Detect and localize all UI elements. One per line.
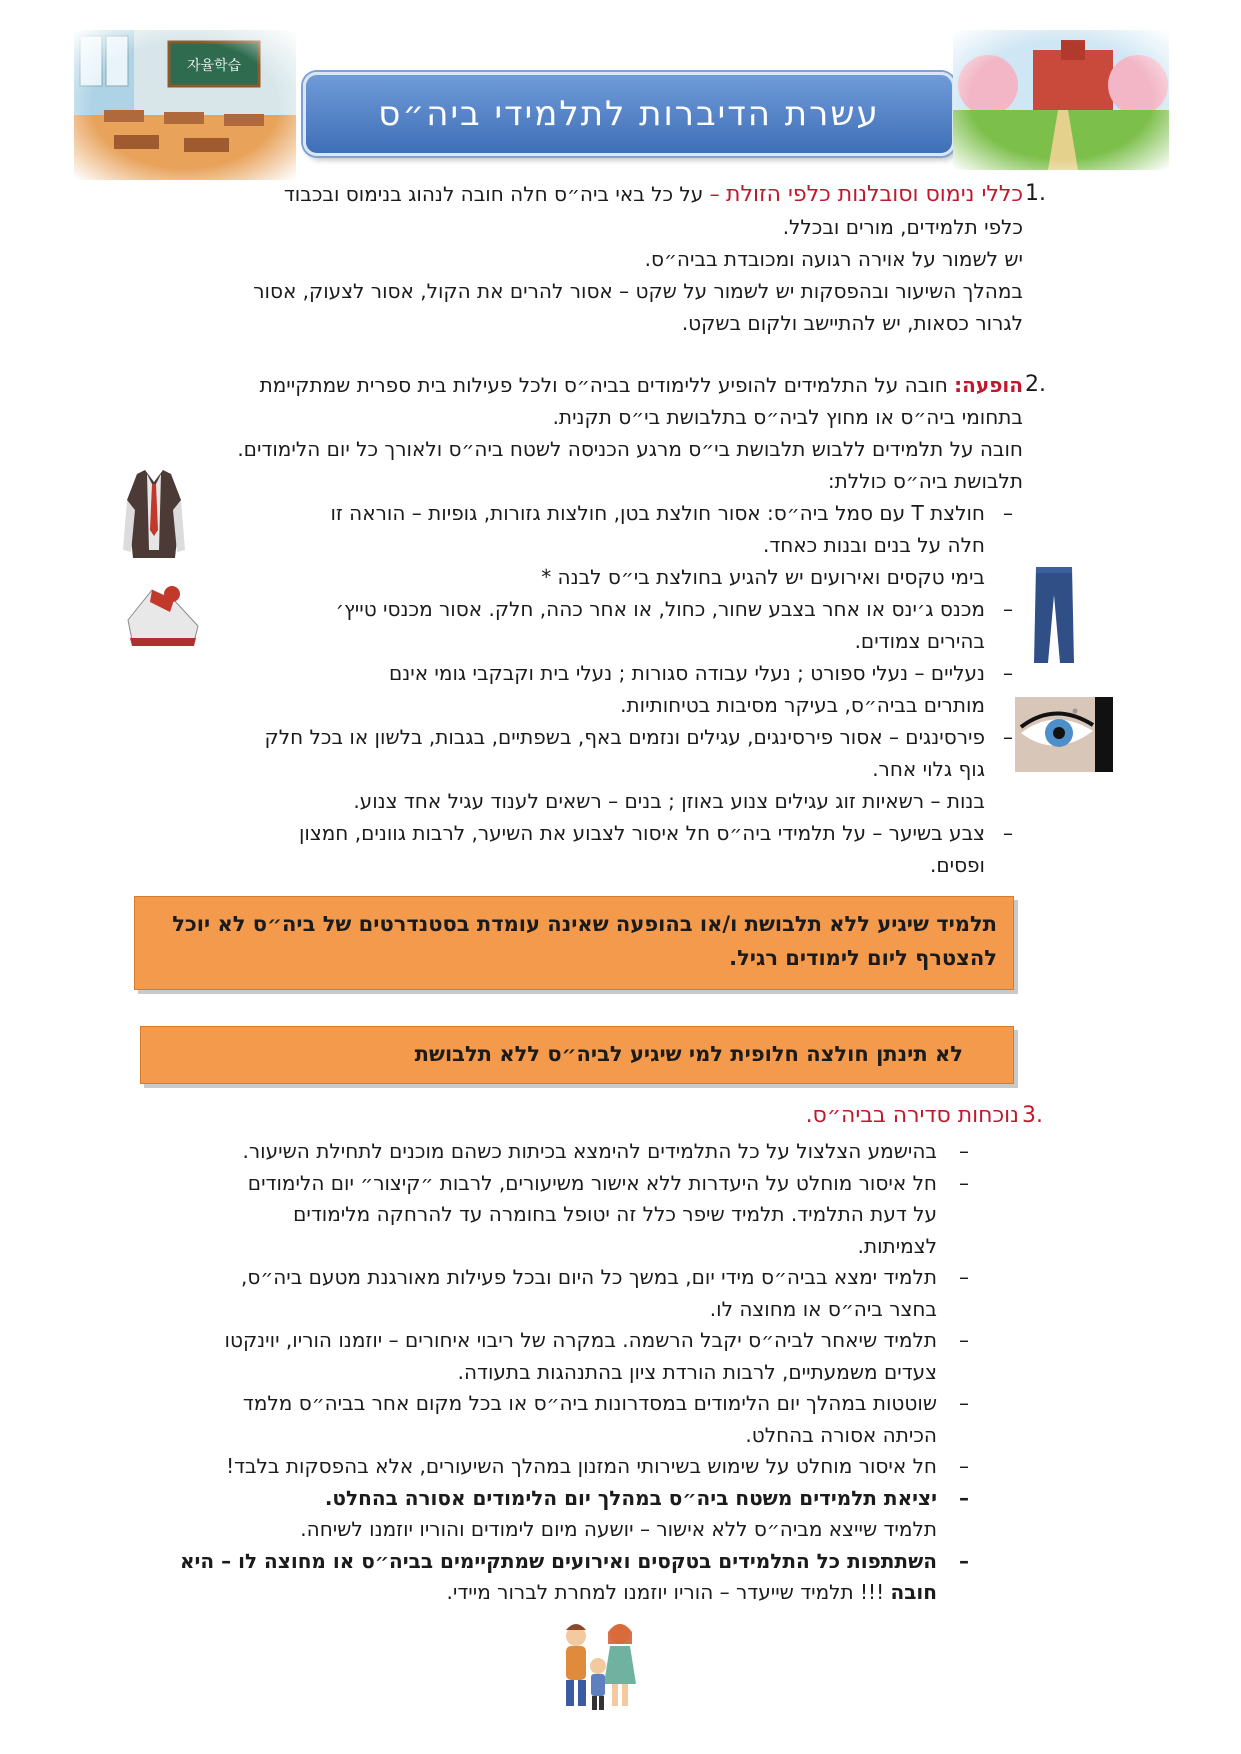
list-dash: – xyxy=(1003,597,1013,621)
list-dash: – xyxy=(1003,725,1013,749)
section2-intro: חובה על התלמידים להופיע ללימודים בביה״ס ולכל פעילות בית ספרית שמתקיימת xyxy=(259,373,948,397)
title-banner xyxy=(303,72,955,156)
list-dash: – xyxy=(1003,821,1013,845)
clothing-item-text: בימי טקסים ואירועים יש להגיע בחולצת בי״ס לבנה * xyxy=(541,565,985,589)
attendance-list xyxy=(159,1136,969,1609)
section2-line3: תלבושת ביה״ס כוללת: xyxy=(827,469,1023,493)
section1-number: 1. xyxy=(1025,181,1046,206)
section2-block xyxy=(133,369,1023,497)
clothing-item-text: בנות – רשאיות זוג עגילים צנוע באוזן ; בנים – רשאים לענוד עגיל אחד צנוע. xyxy=(353,789,985,813)
classroom-illustration xyxy=(74,30,296,180)
attendance-line: חל איסור מוחלט על היעדרות ללא אישור משיעורים, לרבות ״קיצור״ יום הלימודים xyxy=(247,1170,937,1195)
attendance-line: על דעת התלמיד. תלמיד שיפר כלל זה יטופל בחומרה עד להרחקה מלימודים xyxy=(293,1202,937,1226)
list-dash: – xyxy=(959,1485,969,1510)
family-walking-illustration xyxy=(548,1622,648,1714)
section1-line3: במהלך השיעור ובהפסקות יש לשמור על שקט – אסור להרים את הקול, אסור לצעוק, אסור xyxy=(253,279,1023,303)
clothing-item-cont: חלה על בנים ובנות כאחד. xyxy=(762,533,985,557)
attendance-item xyxy=(159,1325,969,1388)
clothing-item-text: פירסינגים – אסור פירסינגים, עגילים ונזמים באף, בשפתיים, בגבות, בלשון או בכל חלק xyxy=(264,725,985,749)
attendance-line: הכיתה אסורה בהחלט. xyxy=(745,1422,937,1447)
attendance-item xyxy=(159,1388,969,1451)
list-dash: – xyxy=(959,1328,969,1352)
list-dash: – xyxy=(959,1170,969,1195)
attendance-line-bold: השתתפות כל התלמידים בטקסים ואירועים שמתקיימים בביה״ס או מחוצה לו – היא xyxy=(179,1548,937,1573)
attendance-item xyxy=(159,1262,969,1325)
clothing-item-cont: מותרים בביה״ס, בעיקר מסיבות בטיחותיות. xyxy=(620,693,985,717)
attendance-line: שוטטות במהלך יום הלימודים במסדרונות ביה״ס או בכל מקום אחר בביה״ס מלמד xyxy=(242,1391,937,1415)
list-dash: – xyxy=(959,1548,969,1573)
attendance-item xyxy=(159,1136,969,1168)
section1-intro-cont: כלפי תלמידים, מורים ובכלל. xyxy=(782,215,1023,239)
attendance-item xyxy=(159,1451,969,1483)
section2-number: 2. xyxy=(1025,372,1046,397)
sneaker-shoe xyxy=(122,580,202,650)
attendance-line: לצמיתות. xyxy=(857,1233,937,1258)
clothing-list xyxy=(223,497,1013,881)
clothing-item xyxy=(223,657,1013,721)
list-dash: – xyxy=(959,1391,969,1415)
clothing-item xyxy=(223,785,1013,817)
attendance-item xyxy=(159,1168,969,1263)
warning-box-no-shirt-text: לא תינתן חולצה חלופית למי שיגיע לביה״ס ללא תלבושת xyxy=(414,1042,963,1066)
clothing-item-text: מכנס ג׳ינס או אחר בצבע שחור, כחול, או אחר כהה, חלק. אסור מכנסי טייץ׳ xyxy=(335,597,985,621)
section1-line4: לגרור כסאות, יש להתיישב ולקום בשקט. xyxy=(681,311,1023,335)
attendance-item xyxy=(159,1546,969,1609)
section3-heading: נוכחות סדירה בביה״ס. xyxy=(805,1103,1019,1128)
section3-number: 3. xyxy=(1022,1103,1043,1128)
attendance-line: בחצר ביה״ס או מחוצה לו. xyxy=(709,1296,937,1321)
attendance-line: צעדים משמעתיים, לרבות הורדת ציון בהתנהגות בתעודה. xyxy=(457,1359,937,1384)
attendance-line: תלמיד שייצא מביה״ס ללא אישור – יושעה מיום לימודים והוריו יוזמנו לשיחה. xyxy=(300,1517,937,1541)
warning-box-uniform-text: תלמיד שיגיע ללא תלבושת ו/או בהופעה שאינה עומדת בסטנדרטים של ביה״ס לא יוכל להצטרף ליום לימודים רגיל. xyxy=(172,912,997,970)
warning-box-uniform xyxy=(134,896,1014,990)
clothing-item-cont: ופסים. xyxy=(929,853,985,877)
section1-line2: יש לשמור על אוירה רגועה ומכובדת בביה״ס. xyxy=(644,247,1023,271)
section1-sep: – xyxy=(703,182,727,206)
clothing-item xyxy=(223,817,1013,881)
section2-line2: חובה על תלמידים ללבוש תלבושת בי״ס מרגע הכניסה לשטח ביה״ס ולאורך כל יום הלימודים. xyxy=(237,437,1023,461)
attendance-line-tail: !!! תלמיד שייעדר – הוריו יוזמנו למחרת לברור מיידי. xyxy=(446,1580,891,1604)
list-dash: – xyxy=(959,1139,969,1163)
section1-heading: כללי נימוס וסובלנות כלפי הזולת xyxy=(726,182,1023,207)
clothing-item xyxy=(223,593,1013,657)
clothing-item-text: חולצת T עם סמל ביה״ס: אסור חולצת בטן, חולצות גזורות, גופיות – הוראה זו xyxy=(330,501,985,525)
section2-heading: הופעה: xyxy=(954,373,1023,397)
list-dash: – xyxy=(1003,501,1013,525)
clothing-item-text: צבע בשיער – על תלמידי ביה״ס חל איסור לצבוע את השיער, לרבות גוונים, חמצון xyxy=(298,821,985,845)
pierced-eye-photo xyxy=(1015,697,1113,772)
page-title: עשרת הדיברות לתלמידי ביה״ס xyxy=(378,94,880,134)
warning-box-no-shirt xyxy=(140,1026,1014,1084)
attendance-line: חל איסור מוחלט על שימוש בשירותי המזנון במהלך השיעורים, אלא בהפסקות בלבד! xyxy=(226,1454,937,1478)
list-dash: – xyxy=(959,1265,969,1289)
clothing-item-text: נעליים – נעלי ספורט ; נעלי עבודה סגורות ; נעלי בית וקבקבי גומי אינם xyxy=(388,661,985,685)
section1-intro: על כל באי ביה״ס חלה חובה לנהוג בנימוס ובכבוד xyxy=(283,182,704,206)
jeans-pants xyxy=(1030,565,1078,665)
attendance-line-bold: יציאת תלמידים משטח ביה״ס במהלך יום הלימודים אסורה בהחלט. xyxy=(324,1485,937,1510)
attendance-line: תלמיד ימצא בביה״ס מידי יום, במשך כל היום ובכל פעילות מאורגנת מטעם ביה״ס, xyxy=(240,1265,937,1289)
attendance-item xyxy=(159,1483,969,1546)
attendance-bold-word: חובה xyxy=(890,1580,937,1604)
clothing-item-cont: גוף גלוי אחר. xyxy=(872,757,985,781)
school-vest-clothing xyxy=(123,470,185,562)
attendance-line: תלמיד שיאחר לביה״ס יקבל הרשמה. במקרה של ריבוי איחורים – יוזמנו הוריו, יוינקטו xyxy=(224,1328,937,1352)
attendance-line: בהישמע הצלצול על כל התלמידים להימצא בכיתות כשהם מוכנים לתחילת השיעור. xyxy=(242,1139,937,1163)
list-dash: – xyxy=(959,1454,969,1478)
section1-block xyxy=(153,178,1023,339)
clothing-item xyxy=(223,561,1013,593)
clothing-item xyxy=(223,497,1013,561)
school-garden-illustration xyxy=(953,30,1169,170)
clothing-item xyxy=(223,721,1013,785)
section2-intro-cont: בתחומי ביה״ס או מחוץ לביה״ס בתלבושת בי״ס תקנית. xyxy=(552,405,1023,429)
clothing-item-cont: בהירים צמודים. xyxy=(854,629,985,653)
list-dash: – xyxy=(1003,661,1013,685)
